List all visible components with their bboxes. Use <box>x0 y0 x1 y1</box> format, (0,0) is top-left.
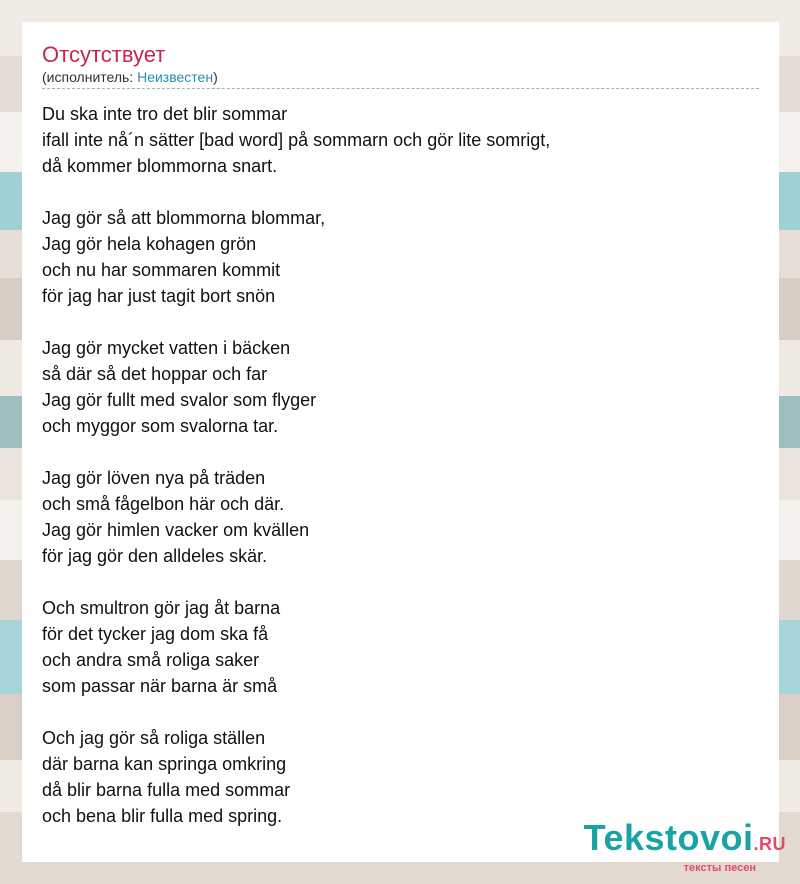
lyrics-line: Och jag gör så roliga ställen <box>42 728 266 748</box>
performer-suffix: ) <box>213 69 218 85</box>
lyrics-line: Jag gör himlen vacker om kvällen <box>42 520 310 540</box>
logo-tld: .RU <box>753 834 786 854</box>
lyrics-text <box>42 101 759 829</box>
lyrics-line: och nu har sommaren kommit <box>42 260 281 280</box>
lyrics-line: för jag gör den alldeles skär. <box>42 546 268 566</box>
lyrics-line: Du ska inte tro det blir sommar <box>42 104 288 124</box>
lyrics-line: då blir barna fulla med sommar <box>42 780 291 800</box>
lyrics-blank-line <box>42 569 759 595</box>
lyrics-blank-line <box>42 699 759 725</box>
lyrics-line: som passar när barna är små <box>42 676 278 696</box>
performer-prefix: (исполнитель: <box>42 69 138 85</box>
lyrics-line: och myggor som svalorna tar. <box>42 416 279 436</box>
lyrics-line: och andra små roliga saker <box>42 650 260 670</box>
lyrics-line: för det tycker jag dom ska få <box>42 624 269 644</box>
lyrics-line: Jag gör mycket vatten i bäcken <box>42 338 291 358</box>
lyrics-line: Jag gör löven nya på träden <box>42 468 266 488</box>
lyrics-line: för jag har just tagit bort snön <box>42 286 276 306</box>
lyrics-line: och bena blir fulla med spring. <box>42 806 283 826</box>
lyrics-line: då kommer blommorna snart. <box>42 156 278 176</box>
lyrics-line: och små fågelbon här och där. <box>42 494 285 514</box>
lyrics-line: Jag gör hela kohagen grön <box>42 234 257 254</box>
lyrics-line: Jag gör fullt med svalor som flyger <box>42 390 317 410</box>
performer-line <box>42 68 759 89</box>
lyrics-line: ifall inte nå´n sätter [bad word] på sommarn och gör lite somrigt, <box>42 130 551 150</box>
lyrics-blank-line <box>42 309 759 335</box>
logo-name: Tekstovoi <box>583 817 754 858</box>
song-title: Отсутствует <box>42 42 166 67</box>
performer-link[interactable]: Неизвестен <box>137 69 214 85</box>
lyrics-blank-line <box>42 439 759 465</box>
logo-tagline: тексты песен <box>683 862 756 874</box>
lyrics-line: så där så det hoppar och far <box>42 364 268 384</box>
lyrics-line: Och smultron gör jag åt barna <box>42 598 281 618</box>
lyrics-blank-line <box>42 179 759 205</box>
lyrics-line: där barna kan springa omkring <box>42 754 287 774</box>
lyrics-line: Jag gör så att blommorna blommar, <box>42 208 326 228</box>
lyrics-card <box>22 22 779 862</box>
site-logo[interactable] <box>583 817 786 874</box>
